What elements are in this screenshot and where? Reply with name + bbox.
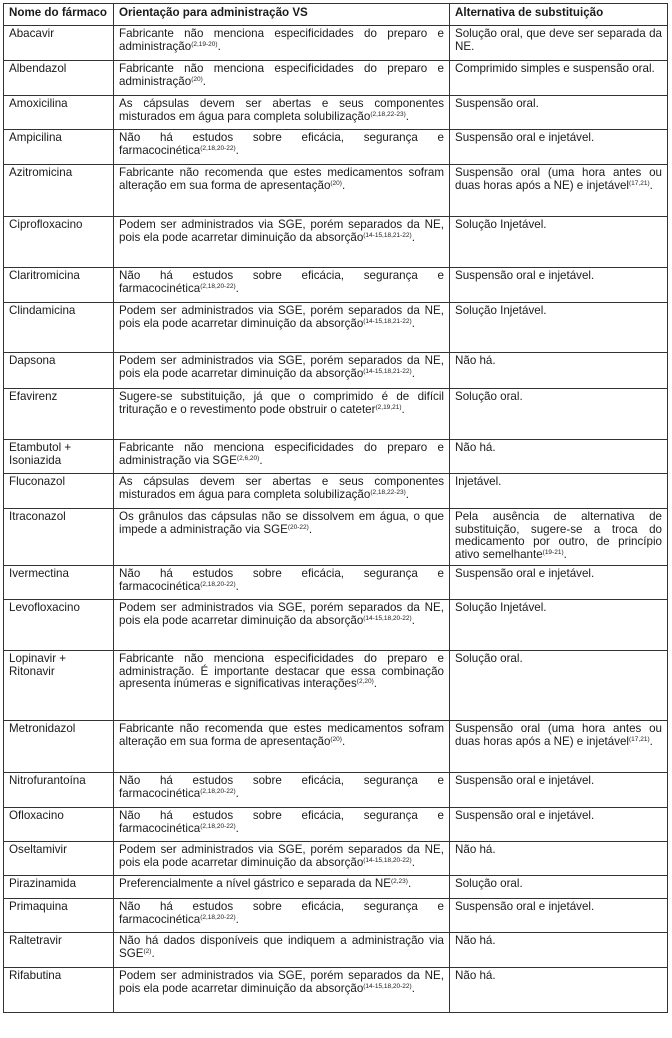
administration-guidance-cell: [114, 600, 450, 651]
alternative-text: Pela ausência de alternativa de substituição, sugere-se a troca do medicamento por outro, de princípio ativo semelhante: [455, 510, 662, 561]
guidance-end: .: [235, 786, 239, 800]
drug-name-cell: [4, 933, 114, 968]
alternative-end: .: [563, 547, 567, 561]
drug-name: Azitromicina: [9, 166, 73, 179]
drug-name-cell: [4, 899, 114, 933]
guidance-reference: (14-15,18,21-22): [363, 231, 412, 239]
drug-name-cell: [4, 509, 114, 566]
alternative-text: Suspensão oral e injetável.: [455, 131, 595, 144]
table-row: [4, 876, 668, 899]
guidance-reference: (2,23): [390, 878, 408, 885]
guidance-end: .: [151, 946, 155, 960]
alternative-text: Solução Injetável.: [455, 304, 547, 317]
drug-name-cell: [4, 353, 114, 389]
table-row: [4, 389, 668, 440]
alternative-text: Solução oral.: [455, 652, 523, 665]
guidance-reference: (2,18,20-22): [200, 580, 236, 588]
table-row: [4, 808, 668, 842]
drug-name: Primaquina: [9, 900, 68, 913]
guidance-end: .: [411, 366, 415, 380]
table-row: [4, 26, 668, 61]
drug-name: Ofloxacino: [9, 809, 64, 822]
drug-name-cell: [4, 600, 114, 651]
alternative-text: Não há.: [455, 843, 496, 856]
substitution-alternative-cell: [450, 474, 668, 509]
drug-name-cell: [4, 808, 114, 842]
drug-name-cell: [4, 96, 114, 130]
guidance-reference: (14-15,18,20-22): [363, 856, 412, 864]
drug-name: Pirazinamida: [9, 877, 77, 890]
substitution-alternative-cell: [450, 566, 668, 600]
guidance-reference: (2,18,20-22): [200, 144, 236, 152]
guidance-text: Não há estudos sobre eficácia, segurança e farmacocinética: [119, 809, 444, 835]
guidance-reference: (2): [143, 947, 152, 955]
guidance-text: Os grânulos das cápsulas não se dissolvem em água, o que impede a administração via SGE: [119, 510, 444, 536]
table-row: [4, 933, 668, 968]
drug-name-cell: [4, 566, 114, 600]
drug-name: Metronidazol: [9, 722, 76, 735]
guidance-end: .: [373, 677, 378, 691]
alternative-text: Não há.: [455, 354, 496, 367]
substitution-alternative-cell: [450, 899, 668, 933]
substitution-alternative-cell: [450, 933, 668, 968]
substitution-alternative-cell: [450, 440, 668, 474]
table-row: [4, 600, 668, 651]
administration-guidance-cell: [114, 130, 450, 165]
drug-name: Ciprofloxacino: [9, 218, 83, 231]
guidance-text: Preferencialmente a nível gástrico e separada da NE: [119, 877, 391, 890]
guidance-text: Fabricante não menciona especificidades do preparo e administração: [119, 62, 444, 88]
guidance-text: Fabricante não menciona especificidades do preparo e administração via SGE: [119, 441, 444, 467]
administration-guidance-cell: [114, 440, 450, 474]
drug-name: Albendazol: [9, 62, 67, 75]
header-drug-name: Nome do fármaco: [4, 4, 114, 26]
substitution-alternative-cell: [450, 773, 668, 808]
guidance-text: Sugere-se substituição, já que o comprimido é de difícil trituração e o revestimento pode obstruir o cateter: [119, 390, 444, 416]
alternative-end: .: [649, 178, 653, 192]
table-row: [4, 303, 668, 353]
table-row: [4, 130, 668, 165]
substitution-alternative-cell: [450, 968, 668, 1013]
guidance-reference: (20): [330, 735, 342, 743]
guidance-end: .: [401, 402, 405, 416]
substitution-alternative-cell: [450, 61, 668, 96]
header-administration-guidance: Orientação para administração VS: [114, 4, 450, 26]
table-row: [4, 268, 668, 303]
substitution-alternative-cell: [450, 600, 668, 651]
alternative-reference: (17,21): [629, 179, 650, 187]
guidance-end: .: [235, 912, 239, 926]
administration-guidance-cell: [114, 842, 450, 876]
drug-name: Raltetravir: [9, 934, 62, 947]
administration-guidance-cell: [114, 26, 450, 61]
alternative-text: Injetável.: [455, 475, 502, 488]
drug-name: Rifabutina: [9, 969, 62, 982]
substitution-alternative-cell: [450, 26, 668, 61]
alternative-text: Solução oral, que deve ser separada da NE.: [455, 27, 662, 53]
guidance-reference: (2,18,20-22): [200, 282, 236, 290]
alternative-text: Solução oral.: [455, 390, 523, 403]
substitution-alternative-cell: [450, 130, 668, 165]
table-row: [4, 61, 668, 96]
guidance-reference: (14-15,18,20-22): [363, 614, 412, 622]
table-row: [4, 165, 668, 217]
alternative-text: Suspensão oral.: [455, 97, 539, 110]
header-substitution-alternative: Alternativa de substituição: [450, 4, 668, 26]
guidance-end: .: [411, 855, 415, 869]
drug-name: Oseltamivir: [9, 843, 67, 856]
administration-guidance-cell: [114, 303, 450, 353]
drug-administration-table: [3, 3, 668, 1013]
guidance-end: .: [341, 178, 346, 192]
drug-name-cell: [4, 217, 114, 268]
administration-guidance-cell: [114, 808, 450, 842]
guidance-reference: (20-22): [287, 523, 309, 531]
administration-guidance-cell: [114, 773, 450, 808]
drug-name: Etambutol + Isoniazida: [9, 441, 72, 467]
administration-guidance-cell: [114, 899, 450, 933]
guidance-text: As cápsulas devem ser abertas e seus componentes misturados em água para completa solubilização: [119, 475, 444, 501]
drug-name-cell: [4, 842, 114, 876]
drug-name-cell: [4, 876, 114, 899]
table-row: [4, 842, 668, 876]
substitution-alternative-cell: [450, 509, 668, 566]
alternative-text: Solução Injetável.: [455, 218, 547, 231]
guidance-end: .: [411, 230, 415, 244]
guidance-text: Podem ser administrados via SGE, porém separados da NE, pois ela pode acarretar diminuição da absorção: [119, 601, 444, 627]
guidance-reference: (2,18,20-22): [200, 913, 236, 921]
drug-name-cell: [4, 389, 114, 440]
substitution-alternative-cell: [450, 876, 668, 899]
administration-guidance-cell: [114, 61, 450, 96]
alternative-text: Não há.: [455, 969, 496, 982]
substitution-alternative-cell: [450, 721, 668, 773]
guidance-end: .: [341, 734, 346, 748]
drug-name-cell: [4, 440, 114, 474]
drug-name-cell: [4, 721, 114, 773]
alternative-text: Comprimido simples e suspensão oral.: [455, 62, 655, 75]
guidance-text: Podem ser administrados via SGE, porém separados da NE, pois ela pode acarretar diminuição da absorção: [119, 843, 444, 869]
table-row: [4, 96, 668, 130]
administration-guidance-cell: [114, 721, 450, 773]
guidance-end: .: [308, 522, 313, 536]
substitution-alternative-cell: [450, 217, 668, 268]
alternative-text: Solução oral.: [455, 877, 523, 890]
table-row: [4, 651, 668, 721]
drug-name: Clindamicina: [9, 304, 76, 317]
administration-guidance-cell: [114, 651, 450, 721]
drug-name: Amoxicilina: [9, 97, 68, 110]
substitution-alternative-cell: [450, 96, 668, 130]
administration-guidance-cell: [114, 968, 450, 1013]
drug-name: Ampicilina: [9, 131, 62, 144]
alternative-end: .: [649, 734, 653, 748]
substitution-alternative-cell: [450, 303, 668, 353]
drug-name: Lopinavir + Ritonavir: [9, 652, 67, 678]
drug-name: Nitrofurantoína: [9, 774, 86, 787]
guidance-text: Podem ser administrados via SGE, porém separados da NE, pois ela pode acarretar diminuição da absorção: [119, 304, 444, 330]
drug-name-cell: [4, 61, 114, 96]
alternative-text: Suspensão oral e injetável.: [455, 269, 595, 282]
administration-guidance-cell: [114, 96, 450, 130]
alternative-text: Não há.: [455, 441, 496, 454]
table-row: [4, 566, 668, 600]
substitution-alternative-cell: [450, 651, 668, 721]
drug-name: Dapsona: [9, 354, 56, 367]
drug-name: Abacavir: [9, 27, 55, 40]
guidance-text: Podem ser administrados via SGE, porém separados da NE, pois ela pode acarretar diminuição da absorção: [119, 969, 444, 995]
table-row: [4, 474, 668, 509]
guidance-end: .: [411, 316, 415, 330]
administration-guidance-cell: [114, 876, 450, 899]
guidance-reference: (2,18,22-23): [370, 110, 406, 118]
guidance-text: Fabricante não recomenda que estes medicamentos sofram alteração em sua forma de apresentação: [119, 166, 444, 192]
guidance-reference: (14-15,18,21-22): [363, 317, 412, 325]
guidance-reference: (20): [330, 179, 342, 187]
guidance-text: Não há estudos sobre eficácia, segurança e farmacocinética: [119, 900, 444, 926]
guidance-reference: (2,18,20-22): [200, 787, 236, 795]
guidance-end: .: [235, 281, 239, 295]
alternative-text: Suspensão oral (uma hora antes ou duas horas após a NE) e injetável: [455, 722, 662, 748]
drug-name-cell: [4, 303, 114, 353]
guidance-reference: (14-15,18,20-22): [363, 982, 412, 990]
drug-name: Levofloxacino: [9, 601, 80, 614]
table-row: [4, 353, 668, 389]
administration-guidance-cell: [114, 933, 450, 968]
guidance-reference: (2,18,20-22): [200, 822, 236, 830]
guidance-text: Podem ser administrados via SGE, porém separados da NE, pois ela pode acarretar diminuição da absorção: [119, 218, 444, 244]
guidance-end: .: [217, 39, 221, 53]
alternative-text: Suspensão oral (uma hora antes ou duas horas após a NE) e injetável: [455, 166, 662, 192]
table-row: [4, 509, 668, 566]
guidance-reference: (14-15,18,21-22): [363, 367, 412, 375]
guidance-text: Fabricante não recomenda que estes medicamentos sofram alteração em sua forma de apresentação: [119, 722, 444, 748]
table-row: [4, 968, 668, 1013]
drug-name: Ivermectina: [9, 567, 69, 580]
table-row: [4, 899, 668, 933]
administration-guidance-cell: [114, 165, 450, 217]
substitution-alternative-cell: [450, 268, 668, 303]
guidance-reference: (2,19,21): [375, 403, 402, 411]
guidance-end: .: [259, 453, 263, 467]
administration-guidance-cell: [114, 509, 450, 566]
guidance-text: Fabricante não menciona especificidades do preparo e administração. É importante destacar que essa combinação apresenta inúmeras e significativas interações: [119, 652, 444, 691]
drug-name: Claritromicina: [9, 269, 80, 282]
guidance-end: .: [235, 143, 239, 157]
alternative-text: Suspensão oral e injetável.: [455, 809, 595, 822]
guidance-end: .: [407, 877, 412, 890]
drug-name-cell: [4, 968, 114, 1013]
administration-guidance-cell: [114, 389, 450, 440]
guidance-end: .: [411, 981, 415, 995]
drug-name-cell: [4, 651, 114, 721]
alternative-text: Solução Injetável.: [455, 601, 547, 614]
alternative-reference: (19-21): [542, 548, 564, 556]
alternative-text: Suspensão oral e injetável.: [455, 567, 595, 580]
table-row: [4, 217, 668, 268]
drug-name-cell: [4, 130, 114, 165]
alternative-text: Suspensão oral e injetável.: [455, 900, 595, 913]
guidance-end: .: [235, 579, 239, 593]
substitution-alternative-cell: [450, 353, 668, 389]
administration-guidance-cell: [114, 474, 450, 509]
guidance-text: Fabricante não menciona especificidades do preparo e administração: [119, 27, 444, 53]
drug-name-cell: [4, 773, 114, 808]
substitution-alternative-cell: [450, 808, 668, 842]
alternative-text: Suspensão oral e injetável.: [455, 774, 595, 787]
guidance-end: .: [405, 109, 409, 123]
guidance-reference: (2,19-20): [191, 40, 218, 48]
substitution-alternative-cell: [450, 165, 668, 217]
substitution-alternative-cell: [450, 389, 668, 440]
guidance-text: Não há estudos sobre eficácia, segurança e farmacocinética: [119, 131, 444, 157]
guidance-end: .: [411, 613, 415, 627]
drug-name: Itraconazol: [9, 510, 66, 523]
guidance-end: .: [405, 487, 409, 501]
table-row: [4, 773, 668, 808]
administration-guidance-cell: [114, 268, 450, 303]
guidance-end: .: [202, 74, 206, 88]
table-header-row: [4, 4, 668, 26]
guidance-reference: (2,6,20): [236, 454, 260, 462]
guidance-text: Podem ser administrados via SGE, porém separados da NE, pois ela pode acarretar diminuição da absorção: [119, 354, 444, 380]
alternative-reference: (17,21): [629, 735, 650, 743]
guidance-text: Não há dados disponíveis que indiquem a administração via SGE: [119, 934, 444, 960]
guidance-text: Não há estudos sobre eficácia, segurança e farmacocinética: [119, 269, 444, 295]
guidance-text: Não há estudos sobre eficácia, segurança e farmacocinética: [119, 774, 444, 800]
drug-name-cell: [4, 268, 114, 303]
substitution-alternative-cell: [450, 842, 668, 876]
guidance-end: .: [235, 821, 239, 835]
administration-guidance-cell: [114, 353, 450, 389]
alternative-text: Não há.: [455, 934, 496, 947]
administration-guidance-cell: [114, 217, 450, 268]
guidance-reference: (2,18,22-23): [370, 488, 406, 496]
guidance-reference: (20): [191, 75, 203, 83]
drug-name: Fluconazol: [9, 475, 66, 488]
guidance-text: Não há estudos sobre eficácia, segurança e farmacocinética: [119, 567, 444, 593]
table-row: [4, 440, 668, 474]
guidance-reference: (2,20): [356, 678, 374, 686]
drug-name-cell: [4, 26, 114, 61]
guidance-text: As cápsulas devem ser abertas e seus componentes misturados em água para completa solubilização: [119, 97, 444, 123]
drug-name: Efavirenz: [9, 390, 58, 403]
drug-name-cell: [4, 165, 114, 217]
drug-name-cell: [4, 474, 114, 509]
table-row: [4, 721, 668, 773]
administration-guidance-cell: [114, 566, 450, 600]
